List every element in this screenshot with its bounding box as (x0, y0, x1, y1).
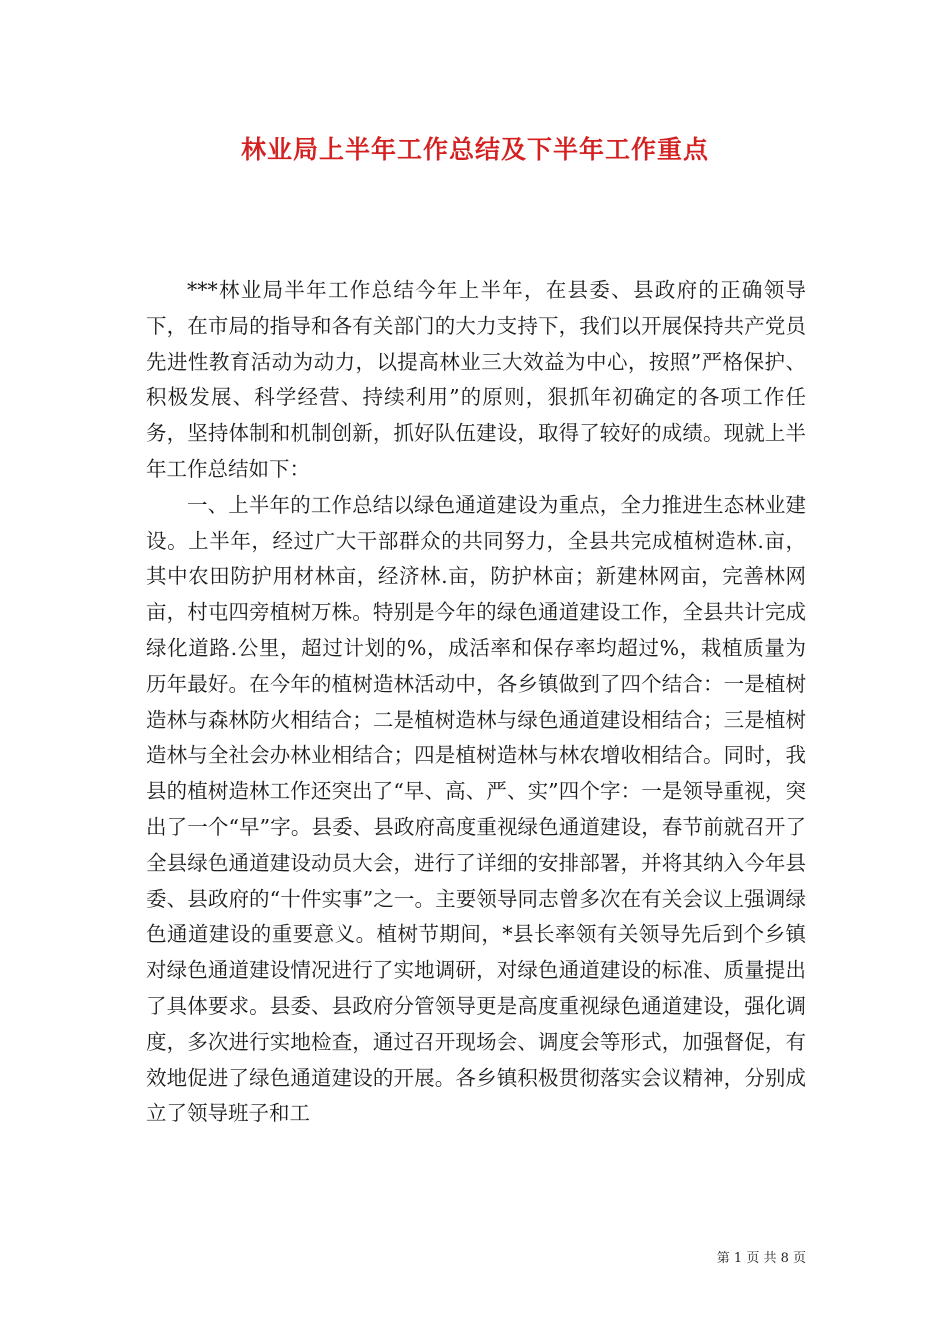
page-footer (717, 1247, 806, 1266)
paragraph-intro: ***林业局半年工作总结今年上半年，在县委、县政府的正确领导下，在市局的指导和各有关部门的大力支持下，我们以开展保持共产党员先进性教育活动为动力，以提高林业三大效益为中心，按照”严格保护、积极发展、科学经营、持续利用”的原则，狠抓年初确定的各项工作任务，坚持体制和机制创新，抓好队伍建设，取得了较好的成绩。现就上半年工作总结如下： (146, 278, 806, 481)
paragraph-section-one: 一、上半年的工作总结以绿色通道建设为重点，全力推进生态林业建设。上半年，经过广大干部群众的共同努力，全县共完成植树造林.亩，其中农田防护用材林亩，经济林.亩，防护林亩；新建林网亩，完善林网亩，村屯四旁植树万株。特别是今年的绿色通道建设工作，全县共计完成绿化道路.公里，超过计划的%，成活率和保存率均超过%，栽植质量为历年最好。在今年的植树造林活动中，各乡镇做到了四个结合：一是植树造林与森林防火相结合；二是植树造林与绿色通道建设相结合；三是植树造林与全社会办林业相结合；四是植树造林与林农增收相结合。同时，我县的植树造林工作还突出了“早、高、严、实”四个字：一是领导重视，突出了一个“早”字。县委、县政府高度重视绿色通道建设，春节前就召开了全县绿色通道建设动员大会，进行了详细的安排部署，并将其纳入今年县委、县政府的“十件实事”之一。主要领导同志曾多次在有关会议上强调绿色通道建设的重要意义。植树节期间，*县长率领有关领导先后到个乡镇对绿色通道建设情况进行了实地调研，对绿色通道建设的标准、质量提出了具体要求。县委、县政府分管领导更是高度重视绿色通道建设，强化调度，多次进行实地检查，通过召开现场会、调度会等形式，加强督促，有效地促进了绿色通道建设的开展。各乡镇积极贯彻落实会议精神，分别成立了领导班子和工 (146, 492, 806, 1126)
page-number: 第 1 页 共 8 页 (716, 1251, 806, 1266)
document-body (146, 273, 806, 1132)
document-title: 林业局上半年工作总结及下半年工作重点 (240, 135, 709, 164)
